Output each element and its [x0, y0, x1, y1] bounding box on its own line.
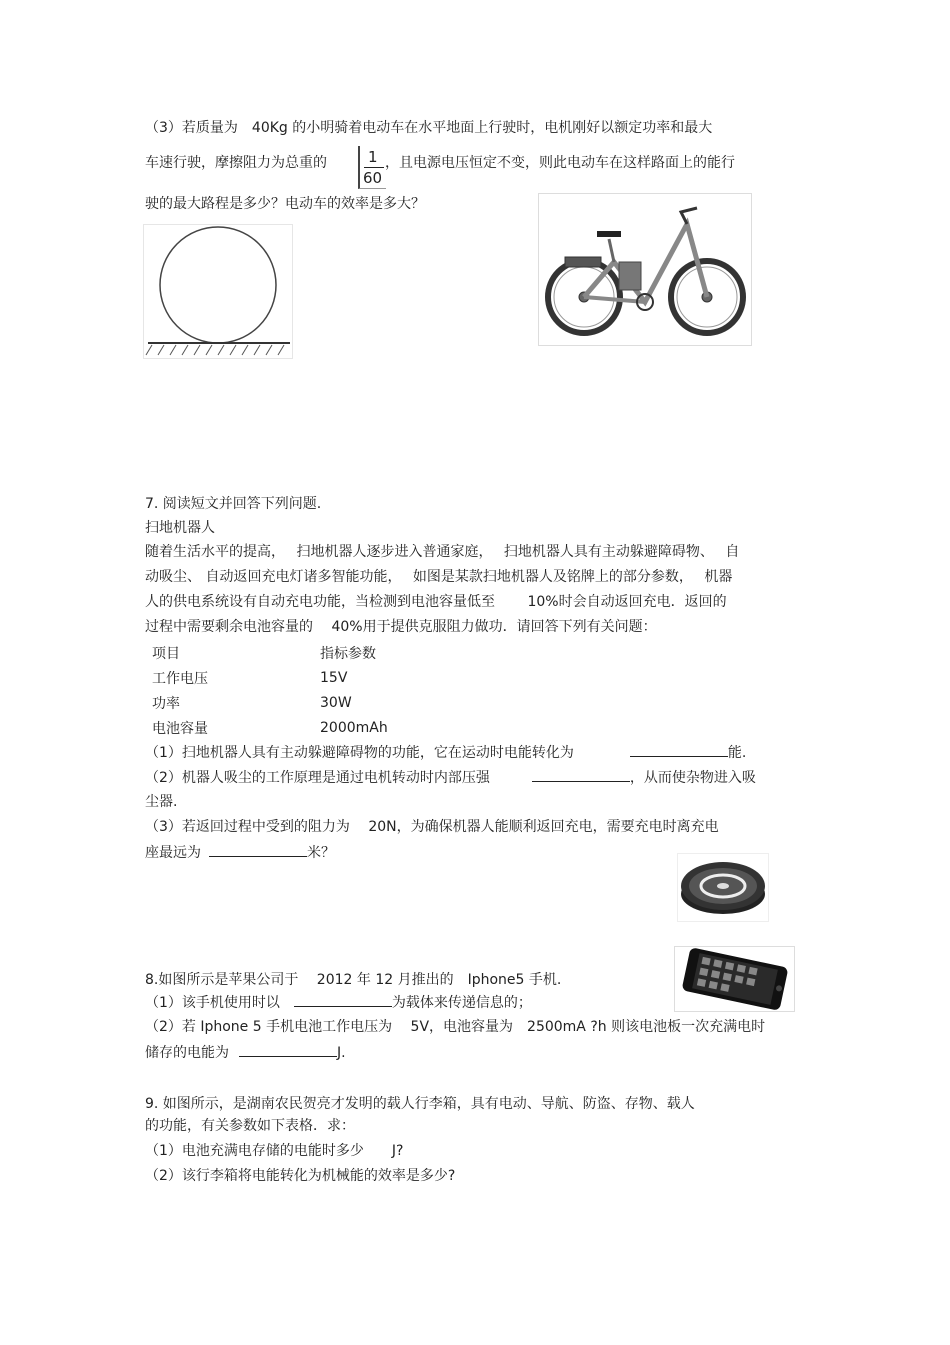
q7-sub1-text: （1）扫地机器人具有主动躲避障碍物的功能，它在运动时电能转化为 [145, 745, 574, 761]
circle-on-ground-figure [143, 224, 293, 359]
q7-sub1 [145, 742, 746, 763]
robot-vacuum-photo [677, 853, 769, 922]
table-row [152, 715, 388, 740]
table-cell: 电池容量 [152, 720, 208, 737]
q7-paragraph-line3: 人的供电系统设有自动充电功能，当检测到电池容量低至 10%时会自动返回充电．返回的 [145, 594, 727, 610]
q7-paragraph-line1: 随着生活水平的提高， 扫地机器人逐步进入普通家庭， 扫地机器人具有主动躲避障碍物、 自 [145, 544, 740, 560]
q7-sub1-end: 能. [727, 745, 747, 761]
q8-sub2-end: J. [337, 1045, 346, 1061]
q8-sub2-cont [145, 1042, 346, 1063]
table-cell: 功率 [152, 695, 180, 712]
q7-subtitle: 扫地机器人 [145, 520, 215, 536]
q9-line1: 9. 如图所示，是湖南农民贺亮才发明的载人行李箱，具有电动、导航、防盗、存物、载人 [145, 1096, 695, 1112]
table-cell: 15V [320, 669, 348, 686]
robot-spec-table [152, 640, 388, 740]
fraction-1-60 [358, 146, 386, 189]
q8-sub2-text: 储存的电能为 [145, 1045, 229, 1061]
answer-blank[interactable] [239, 1042, 337, 1057]
q7-sub2-end: ，从而使杂物进入吸 [629, 770, 756, 786]
electric-bicycle-photo [538, 193, 752, 346]
answer-blank[interactable] [294, 992, 392, 1007]
q8-title: 8.如图所示是苹果公司于 2012 年 12 月推出的 Iphone5 手机. [145, 972, 562, 988]
table-row [152, 640, 388, 665]
q9-line3: （1）电池充满电存储的电能时多少 J? [145, 1143, 404, 1159]
q6-line3: 驶的最大路程是多少？电动车的效率是多大？ [145, 196, 425, 212]
table-cell: 指标参数 [320, 645, 376, 662]
q7-sub2-text: （2）机器人吸尘的工作原理是通过电机转动时内部压强 [145, 770, 490, 786]
q6-line1: （3）若质量为 40Kg 的小明骑着电动车在水平地面上行驶时，电机刚好以额定功率和最大 [145, 120, 713, 136]
table-row [152, 665, 388, 690]
q7-sub3-text: 座最远为 [145, 845, 201, 861]
q9-line2: 的功能，有关参数如下表格．求： [145, 1118, 355, 1134]
smartphone-photo [674, 946, 795, 1012]
q9-line4: （2）该行李箱将电能转化为机械能的效率是多少? [145, 1168, 456, 1184]
fraction-numerator: 1 [368, 148, 378, 166]
fraction-denominator: 60 [363, 169, 383, 187]
answer-blank[interactable] [630, 742, 728, 757]
q7-paragraph-line2: 动吸尘、 自动返回充电灯诸多智能功能， 如图是某款扫地机器人及铭牌上的部分参数， 机器 [145, 569, 733, 585]
q6-line2b: ，且电源电压恒定不变，则此电动车在这样路面上的能行 [385, 155, 735, 171]
q7-sub2-cont: 尘器. [145, 794, 178, 810]
q7-sub3-line2 [145, 842, 335, 863]
table-cell: 2000mAh [320, 719, 388, 736]
q8-sub1-text: （1）该手机使用时以 [145, 995, 280, 1011]
table-cell: 项目 [152, 645, 180, 662]
table-cell: 30W [320, 694, 352, 711]
answer-blank[interactable] [532, 767, 630, 782]
answer-blank[interactable] [209, 842, 307, 857]
q7-sub3-end: 米？ [307, 845, 335, 861]
q7-sub2 [145, 767, 756, 788]
q7-title: 7. 阅读短文并回答下列问题. [145, 496, 322, 512]
q8-sub1 [145, 992, 532, 1013]
q8-sub2: （2）若 Iphone 5 手机电池工作电压为 5V，电池容量为 2500mA ?h 则该电池板一次充满电时 [145, 1019, 766, 1035]
q7-paragraph-line4: 过程中需要剩余电池容量的 40%用于提供克服阻力做功．请回答下列有关问题： [145, 619, 657, 635]
q7-sub3-line1: （3）若返回过程中受到的阻力为 20N，为确保机器人能顺利返回充电，需要充电时离充电 [145, 819, 719, 835]
q6-line2a: 车速行驶，摩擦阻力为总重的 [145, 155, 327, 171]
table-row [152, 690, 388, 715]
table-cell: 工作电压 [152, 670, 208, 687]
q8-sub1-end: 为载体来传递信息的； [391, 995, 532, 1011]
